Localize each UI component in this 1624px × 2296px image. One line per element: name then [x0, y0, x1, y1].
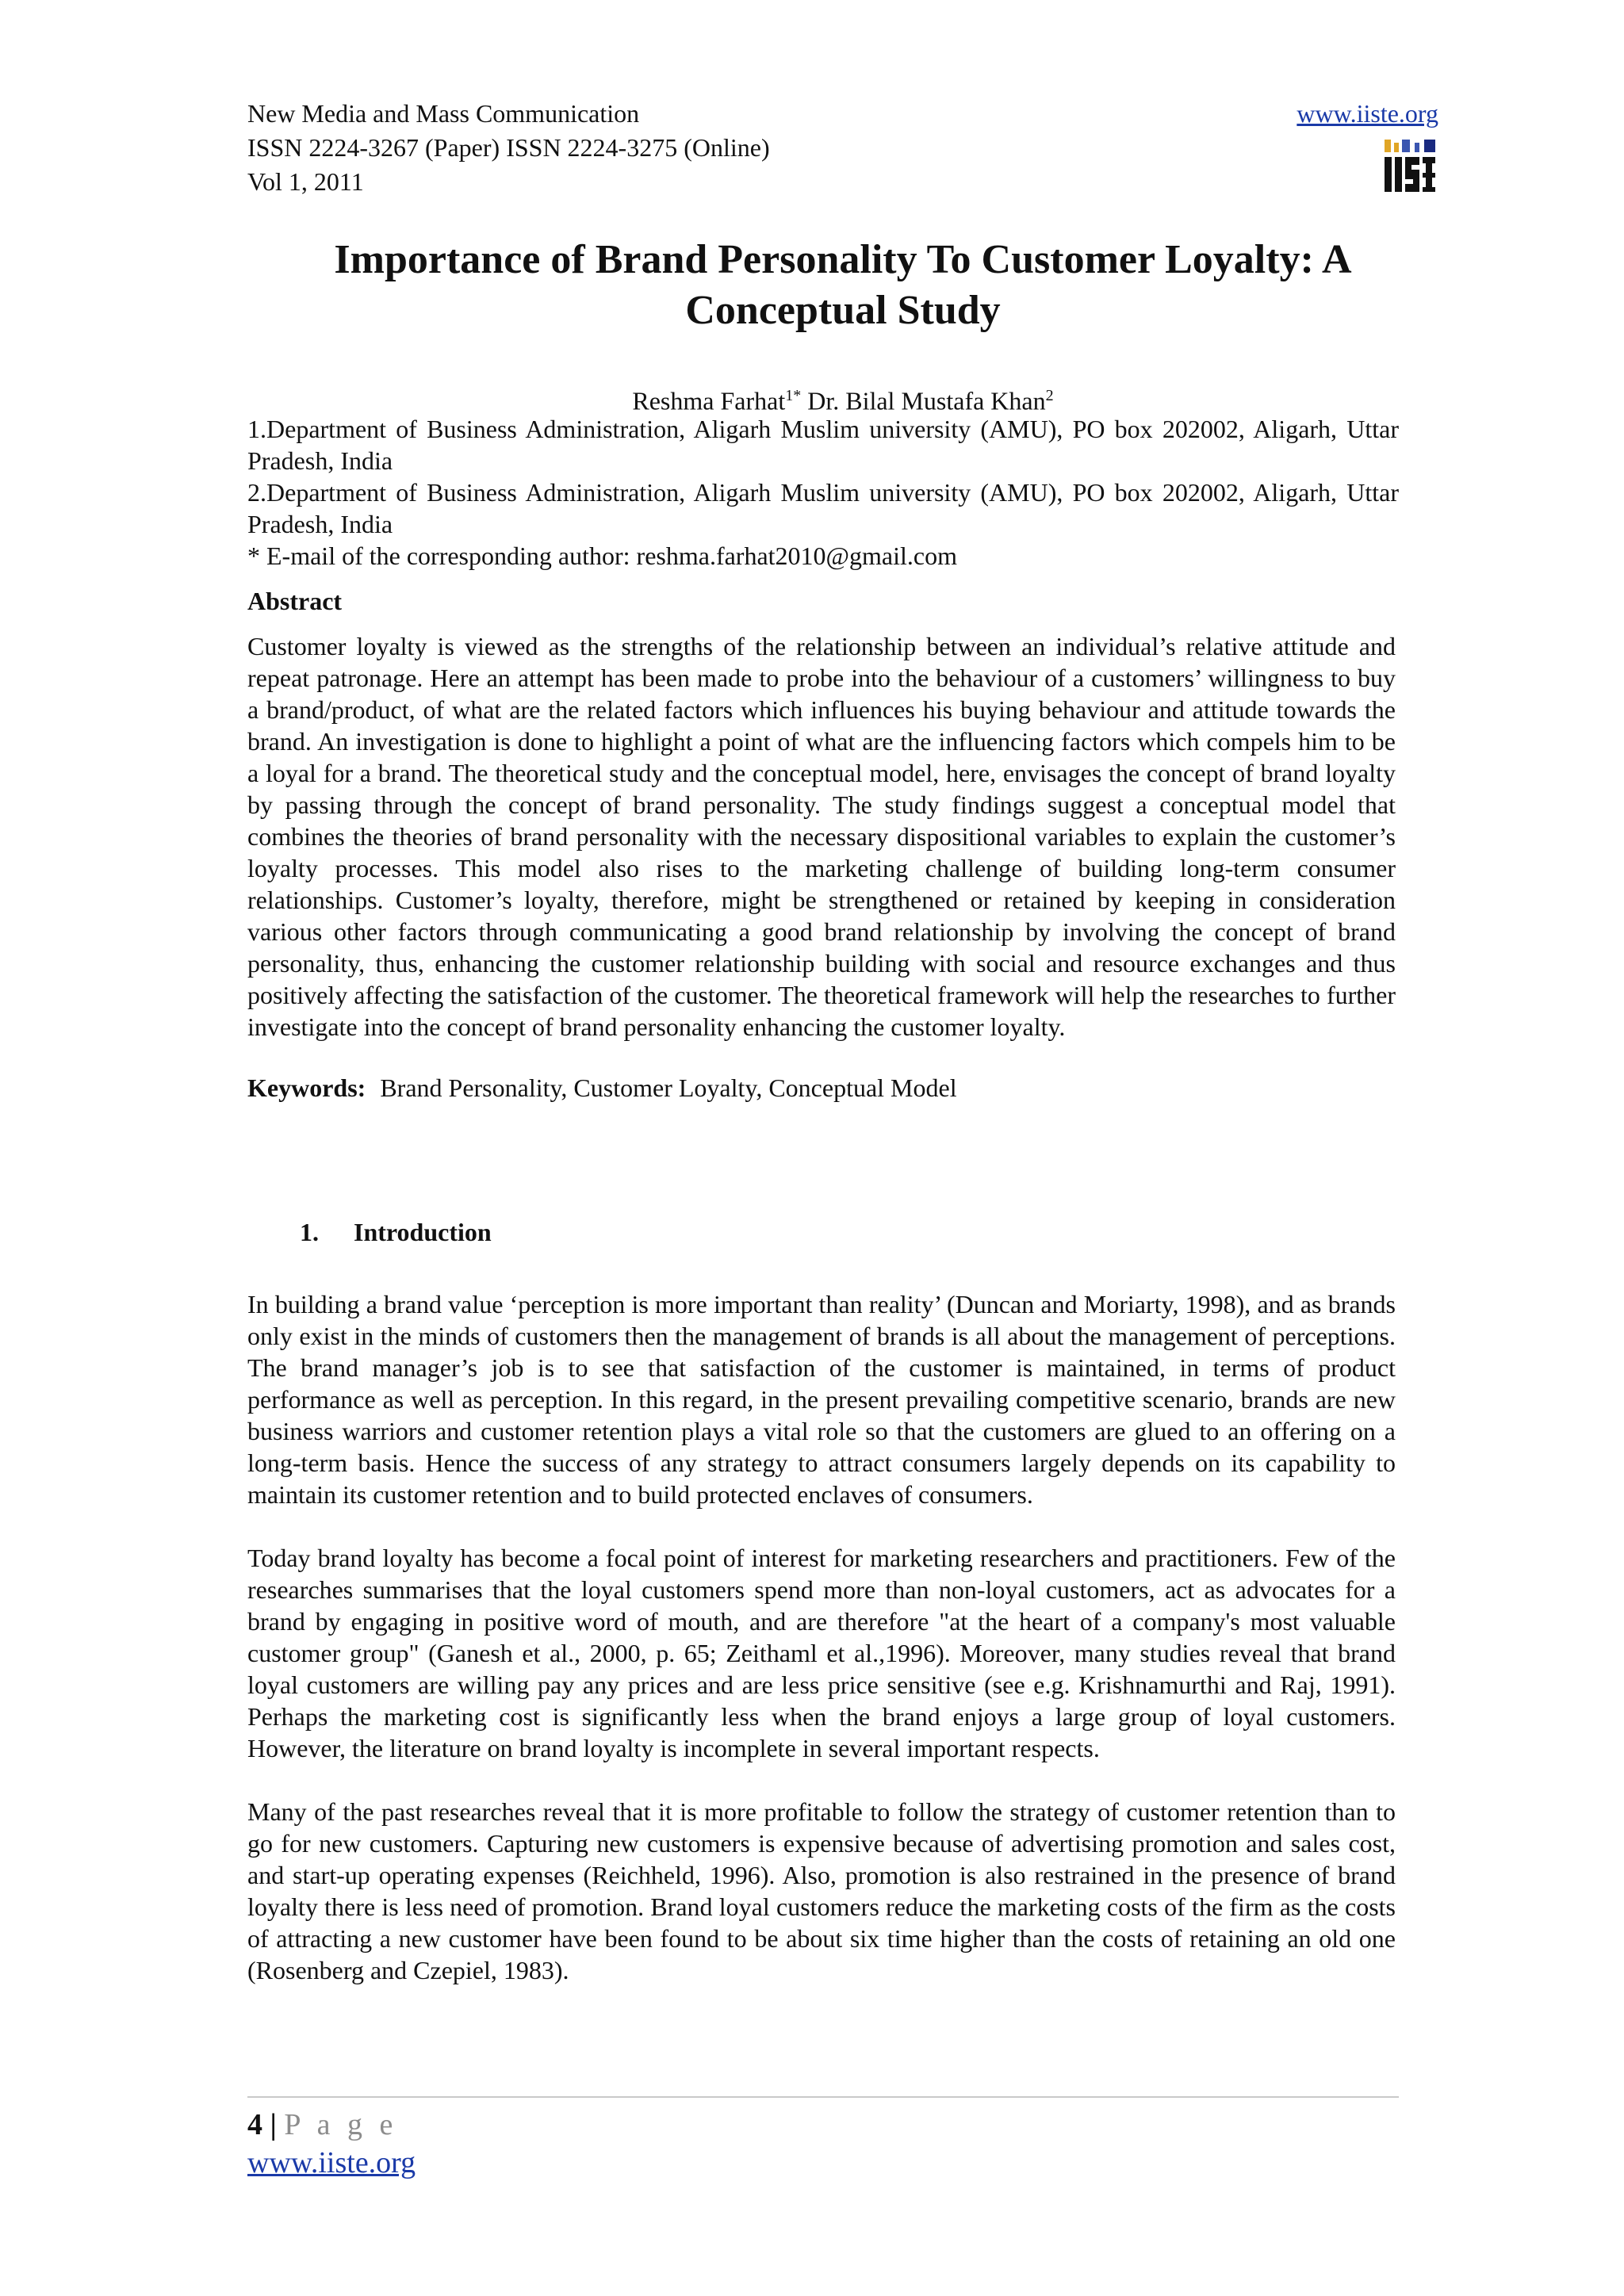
section-number: 1. — [300, 1218, 319, 1246]
journal-url-link[interactable]: www.iiste.org — [1297, 99, 1438, 128]
section-title: Introduction — [354, 1218, 492, 1246]
iiste-logo-icon — [1383, 138, 1438, 195]
intro-paragraph-3: Many of the past researches reveal that it is more profitable to follow the strategy of customer retention than to go for new customers. Capturing new customers is expensive because of advertising promotion and sales cost, and start-up operating expenses (Reichheld, 1996). Also, promotion is also restrained in the presence of brand loyalty there is less need of promotion. Brand loyal customers reduce the marketing costs of the firm as the costs of attracting a new customer have been found to be about six time higher than the costs of retaining an old one (Rosenberg and Czepiel, 1983). — [247, 1797, 1396, 1984]
affiliation-1: 1.Department of Business Administration, Aligarh Muslim university (AMU), PO box 202002, Aligarh, Uttar Pradesh, India — [247, 415, 1399, 475]
footer-url-link[interactable]: www.iiste.org — [247, 2146, 416, 2179]
author-2-name: Dr. Bilal Mustafa Khan — [801, 386, 1046, 415]
keywords-text: Brand Personality, Customer Loyalty, Conceptual Model — [380, 1073, 957, 1102]
abstract-heading: Abstract — [247, 587, 343, 615]
journal-issn: ISSN 2224-3267 (Paper) ISSN 2224-3275 (Online) — [247, 133, 770, 162]
abstract-body — [247, 630, 1396, 1043]
affiliations — [247, 413, 1399, 572]
author-line — [247, 380, 1438, 417]
keywords-line — [247, 1072, 1396, 1104]
keywords-label: Keywords: — [247, 1073, 366, 1102]
introduction-body — [247, 1288, 1396, 2018]
author-2-sup: 2 — [1045, 387, 1054, 404]
abstract-text: Customer loyalty is viewed as the strengths of the relationship between an individual’s relative attitude and repeat patronage. Here an attempt has been made to probe into the behaviour of a customers’ willingness to buy a brand/product, of what are the related factors which influences his buying behaviour and attitude towards the brand. An investigation is done to highlight a point of what are the influencing factors which compels him to be a loyal for a brand. The theoretical study and the conceptual model, here, envisages the concept of brand loyalty by passing through the concept of brand personality. The study findings suggest a conceptual model that combines the theories of brand personality with the necessary dispositional variables to explain the customer’s loyalty processes. This model also rises to the marketing challenge of building long-term consumer relationships. Customer’s loyalty, therefore, might be strengthened or retained by keeping in consideration various other factors through communicating a good brand relationship by involving the concept of brand personality, thus, enhancing the customer relationship building with social and resource exchanges and thus positively affecting the satisfaction of the customer. The theoretical framework will help the researches to further investigate into the concept of brand personality enhancing the customer loyalty. — [247, 632, 1396, 1041]
page-number: 4 — [247, 2108, 262, 2141]
affiliation-2: 2.Department of Business Administration, Aligarh Muslim university (AMU), PO box 202002, Aligarh, Uttar Pradesh, India — [247, 478, 1399, 538]
journal-name: New Media and Mass Communication — [247, 99, 640, 128]
journal-volume: Vol 1, 2011 — [247, 167, 364, 196]
author-1-name: Reshma Farhat — [632, 386, 786, 415]
intro-paragraph-1: In building a brand value ‘perception is more important than reality’ (Duncan and Moriarty, 1998), and as brands only exist in the minds of customers then the management of brands is all about the management of perceptions. The brand manager’s job is to see that satisfaction of the customer is maintained, in terms of product performance as well as perception. In this regard, in the present prevailing competitive scenario, brands are new business warriors and customer retention plays a vital role so that the customers are glued to an offering on a long-term basis. Hence the success of any strategy to attract consumers largely depends on its capability to maintain its customer retention and to build protected enclaves of consumers. — [247, 1290, 1396, 1509]
footer-divider — [247, 2096, 1399, 2098]
journal-header — [247, 97, 1438, 199]
page-word: P a g e — [284, 2108, 398, 2141]
author-1-sup: 1* — [785, 387, 802, 404]
corresponding-email: * E-mail of the corresponding author: reshma.farhat2010@gmail.com — [247, 541, 957, 570]
page-separator: | — [262, 2108, 285, 2141]
paper-title: Importance of Brand Personality To Customer Loyalty: A Conceptual Study — [334, 237, 1352, 333]
page-footer — [247, 2106, 416, 2182]
intro-paragraph-2: Today brand loyalty has become a focal point of interest for marketing researchers and practitioners. Few of the researches summarises that the loyal customers spend more than non-loyal customers, act as advocates for a brand by engaging in positive word of mouth, and are therefore "at the heart of a company's most valuable customer group" (Ganesh et al., 2000, p. 65; Zeithaml et al.,1996). Moreover, many studies reveal that brand loyal customers are willing pay any prices and are less price sensitive (see e.g. Krishnamurthi and Raj, 1991). Perhaps the marketing cost is significantly less when the brand enjoys a large group of loyal customers. However, the literature on brand loyalty is incomplete in several important respects. — [247, 1544, 1396, 1762]
introduction-heading — [300, 1216, 492, 1248]
